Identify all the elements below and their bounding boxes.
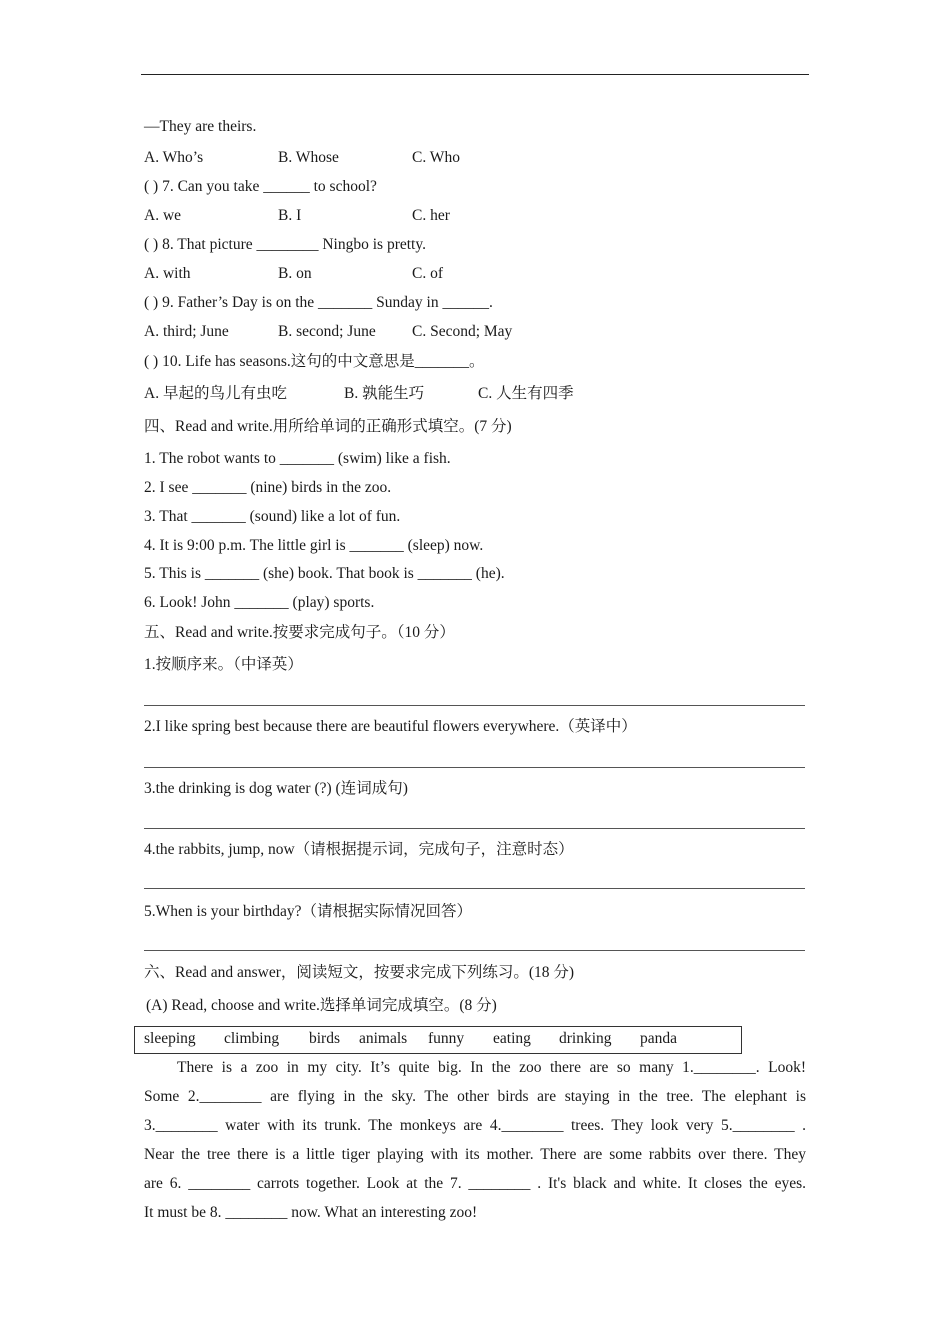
q6-answer-line: —They are theirs. — [144, 118, 257, 135]
q6-option-c: C. Who — [412, 149, 460, 166]
passage-line: There is a zoo in my city. It’s quite big. In the zoo there are so many 1.________. Look! — [177, 1059, 806, 1076]
section4-item: 1. The robot wants to _______ (swim) like a fish. — [144, 450, 451, 467]
answer-line — [144, 828, 805, 829]
q9-stem: ( ) 9. Father’s Day is on the _______ Sunday in ______. — [144, 294, 493, 311]
section4-item: 2. I see _______ (nine) birds in the zoo. — [144, 479, 392, 496]
section6-heading: 六、Read and answer，阅读短文，按要求完成下列练习。(18 分) — [144, 964, 575, 981]
q8-option-a: A. with — [144, 265, 191, 282]
word-bank-word: panda — [640, 1030, 678, 1047]
section5-item: 4.the rabbits, jump, now（请根据提示词，完成句子，注意时态） — [144, 841, 574, 858]
section5-item: 2.I like spring best because there are beautiful flowers everywhere.（英译中） — [144, 718, 637, 735]
answer-line — [144, 950, 805, 951]
header-rule — [141, 74, 809, 75]
section5-item: 5.When is your birthday?（请根据实际情况回答） — [144, 903, 473, 920]
q8-option-b: B. on — [278, 265, 312, 282]
word-bank-word: climbing — [224, 1030, 280, 1047]
q9-option-a: A. third; June — [144, 323, 229, 340]
section5-item: 1.按顺序来。（中译英） — [144, 656, 303, 673]
word-bank-word: sleeping — [144, 1030, 196, 1047]
section4-item: 5. This is _______ (she) book. That book is _______ (he). — [144, 565, 505, 582]
section4-item: 3. That _______ (sound) like a lot of fun. — [144, 508, 401, 525]
section4-heading: 四、Read and write.用所给单词的正确形式填空。(7 分) — [144, 418, 512, 435]
section6-sub-heading: (A) Read, choose and write.选择单词完成填空。(8 分) — [146, 997, 497, 1014]
q10-option-b: B. 孰能生巧 — [344, 385, 425, 402]
q7-option-b: B. I — [278, 207, 302, 224]
q8-stem: ( ) 8. That picture ________ Ningbo is pretty. — [144, 236, 426, 253]
word-bank-word: drinking — [559, 1030, 612, 1047]
answer-line — [144, 888, 805, 889]
section4-item: 4. It is 9:00 p.m. The little girl is _______ (sleep) now. — [144, 537, 484, 554]
passage-line: 3.________ water with its trunk. The monkeys are 4.________ trees. They look very 5.________ . — [144, 1117, 806, 1134]
passage-line: are 6. ________ carrots together. Look at the 7. ________ . It's black and white. It closes the eyes. — [144, 1175, 806, 1192]
section5-item: 3.the drinking is dog water (?) (连词成句) — [144, 780, 408, 797]
section5-heading: 五、Read and write.按要求完成句子。（10 分） — [144, 624, 455, 641]
word-bank-word: funny — [428, 1030, 465, 1047]
answer-line — [144, 705, 805, 706]
word-bank-word: birds — [309, 1030, 340, 1047]
q7-stem: ( ) 7. Can you take ______ to school? — [144, 178, 377, 195]
q7-option-a: A. we — [144, 207, 182, 224]
q9-option-c: C. Second; May — [412, 323, 513, 340]
q7-option-c: C. her — [412, 207, 450, 224]
q10-stem: ( ) 10. Life has seasons.这句的中文意思是_______。 — [144, 353, 485, 370]
passage-line: Near the tree there is a little tiger playing with its mother. There are some rabbits over there. They — [144, 1146, 806, 1163]
word-bank-word: eating — [493, 1030, 531, 1047]
passage-line: Some 2.________ are flying in the sky. The other birds are staying in the tree. The elephant is — [144, 1088, 806, 1105]
passage-line: It must be 8. ________ now. What an interesting zoo! — [144, 1204, 478, 1221]
q8-option-c: C. of — [412, 265, 443, 282]
section4-item: 6. Look! John _______ (play) sports. — [144, 594, 375, 611]
word-bank-word: animals — [359, 1030, 408, 1047]
q9-option-b: B. second; June — [278, 323, 376, 340]
q10-option-c: C. 人生有四季 — [478, 385, 574, 402]
q10-option-a: A. 早起的鸟儿有虫吃 — [144, 385, 287, 402]
answer-line — [144, 767, 805, 768]
q6-option-b: B. Whose — [278, 149, 339, 166]
q6-option-a: A. Who’s — [144, 149, 204, 166]
